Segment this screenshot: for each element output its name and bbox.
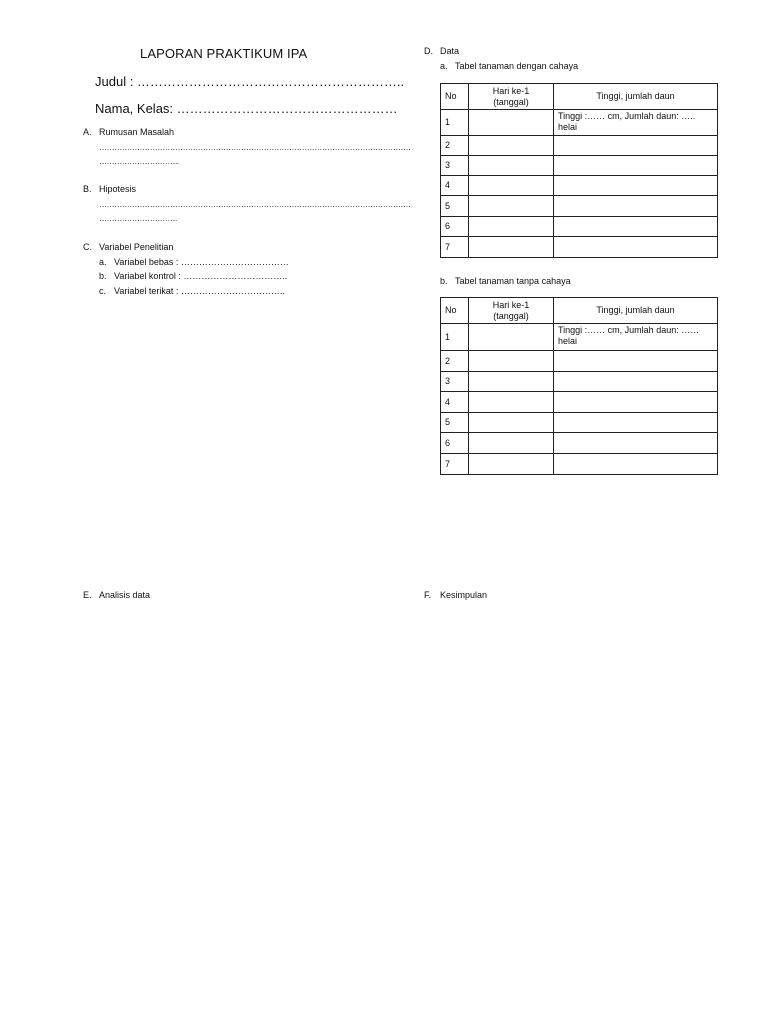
table-row — [441, 454, 718, 475]
cell-tinggi[interactable] — [554, 176, 718, 196]
cell-hari[interactable] — [469, 237, 554, 258]
section-a-title: Rumusan Masalah — [99, 127, 175, 137]
header-hari-text: Hari ke-1 (tanggal) — [492, 85, 530, 107]
cell-hari[interactable] — [469, 433, 554, 454]
section-b-heading — [83, 184, 136, 194]
variabel-bebas-text: Variabel bebas : ……………………………… — [114, 257, 289, 267]
table-row — [441, 237, 718, 258]
cell-hari[interactable] — [469, 176, 554, 196]
cell-tinggi-text: Tinggi :…… cm, Jumlah daun: ….. helai — [558, 111, 696, 132]
table-header-row — [441, 298, 718, 324]
cell-no: 7 — [441, 454, 469, 475]
header-hari-text: Hari ke-1 (tanggal) — [492, 299, 530, 321]
cell-hari[interactable] — [469, 110, 554, 136]
cell-hari[interactable] — [469, 196, 554, 217]
cell-hari[interactable] — [469, 351, 554, 372]
section-c-label: C. — [83, 242, 92, 252]
cell-no: 2 — [441, 136, 469, 156]
table-a-caption — [440, 61, 578, 71]
table-row — [441, 110, 718, 136]
cell-hari[interactable] — [469, 136, 554, 156]
cell-tinggi[interactable] — [554, 454, 718, 475]
variabel-terikat-item[interactable] — [99, 286, 285, 296]
header-hari — [469, 84, 554, 110]
cell-no: 7 — [441, 237, 469, 258]
cell-tinggi[interactable] — [554, 351, 718, 372]
cell-no: 3 — [441, 156, 469, 176]
cell-no: 6 — [441, 433, 469, 454]
cell-tinggi[interactable] — [554, 324, 718, 351]
cell-tinggi[interactable] — [554, 217, 718, 237]
header-tinggi: Tinggi, jumlah daun — [554, 84, 718, 110]
section-b-answer-line-1[interactable]: …………………………………………………………………………………………………………… — [99, 200, 411, 209]
cell-hari[interactable] — [469, 324, 554, 351]
header-no: No — [441, 298, 469, 324]
section-f-label: F. — [424, 590, 432, 600]
cell-tinggi[interactable] — [554, 372, 718, 392]
cell-no: 2 — [441, 351, 469, 372]
section-e-title: Analisis data — [99, 590, 151, 600]
judul-field[interactable]: Judul : …………………………………………………….. — [95, 74, 405, 89]
section-b-title: Hipotesis — [99, 184, 137, 194]
table-header-row — [441, 84, 718, 110]
cell-hari[interactable] — [469, 372, 554, 392]
variabel-kontrol-label: b. — [99, 271, 107, 281]
section-c-heading — [83, 242, 173, 252]
cell-no: 6 — [441, 217, 469, 237]
page-title: LAPORAN PRAKTIKUM IPA — [140, 46, 308, 61]
table-row — [441, 156, 718, 176]
section-b-label: B. — [83, 184, 92, 194]
cell-no: 4 — [441, 392, 469, 413]
table-dengan-cahaya — [440, 83, 718, 258]
table-row — [441, 217, 718, 237]
section-d-label: D. — [424, 46, 433, 56]
table-a-label: a. — [440, 61, 448, 71]
table-row — [441, 324, 718, 351]
variabel-kontrol-item[interactable] — [99, 271, 287, 281]
cell-no: 1 — [441, 110, 469, 136]
cell-no: 4 — [441, 176, 469, 196]
section-c-title: Variabel Penelitian — [99, 242, 174, 252]
cell-tinggi-text: Tinggi :…… cm, Jumlah daun: …… helai — [558, 325, 700, 346]
cell-hari[interactable] — [469, 454, 554, 475]
cell-tinggi[interactable] — [554, 433, 718, 454]
table-row — [441, 372, 718, 392]
cell-no: 5 — [441, 413, 469, 433]
section-a-answer-line-1[interactable]: …………………………………………………………………………………………………………… — [99, 143, 411, 152]
cell-hari[interactable] — [469, 156, 554, 176]
cell-tinggi[interactable] — [554, 392, 718, 413]
section-e-label: E. — [83, 590, 92, 600]
cell-tinggi[interactable] — [554, 110, 718, 136]
table-tanpa-cahaya — [440, 297, 718, 475]
section-a-label: A. — [83, 127, 92, 137]
table-row — [441, 433, 718, 454]
section-d-title: Data — [440, 46, 460, 56]
table-row — [441, 176, 718, 196]
header-tinggi: Tinggi, jumlah daun — [554, 298, 718, 324]
cell-tinggi[interactable] — [554, 136, 718, 156]
section-e-heading — [83, 590, 150, 600]
table-row — [441, 196, 718, 217]
cell-tinggi[interactable] — [554, 196, 718, 217]
section-d-heading — [424, 46, 459, 56]
section-a-heading — [83, 127, 174, 137]
cell-hari[interactable] — [469, 217, 554, 237]
section-a-answer-line-2[interactable]: ………………………….. — [99, 157, 179, 166]
table-row — [441, 136, 718, 156]
table-b-caption — [440, 276, 571, 286]
section-b-answer-line-2[interactable]: …………………………. — [99, 214, 177, 223]
variabel-bebas-item[interactable] — [99, 257, 289, 267]
table-row — [441, 413, 718, 433]
cell-no: 5 — [441, 196, 469, 217]
variabel-terikat-label: c. — [99, 286, 107, 296]
cell-hari[interactable] — [469, 392, 554, 413]
table-row — [441, 392, 718, 413]
table-a-title: Tabel tanaman dengan cahaya — [455, 61, 579, 71]
cell-tinggi[interactable] — [554, 156, 718, 176]
cell-no: 1 — [441, 324, 469, 351]
cell-no: 3 — [441, 372, 469, 392]
header-no: No — [441, 84, 469, 110]
variabel-kontrol-text: Variabel kontrol : …………………………….. — [114, 271, 288, 281]
table-b-title: Tabel tanaman tanpa cahaya — [455, 276, 571, 286]
section-f-heading — [424, 590, 487, 600]
nama-kelas-field[interactable]: Nama, Kelas: …………………………………………… — [95, 101, 398, 116]
cell-tinggi[interactable] — [554, 413, 718, 433]
section-f-title: Kesimpulan — [440, 590, 488, 600]
table-b-label: b. — [440, 276, 448, 286]
cell-tinggi[interactable] — [554, 237, 718, 258]
table-row — [441, 351, 718, 372]
variabel-bebas-label: a. — [99, 257, 107, 267]
variabel-terikat-text: Variabel terikat : …………………………….. — [114, 286, 285, 296]
header-hari — [469, 298, 554, 324]
cell-hari[interactable] — [469, 413, 554, 433]
